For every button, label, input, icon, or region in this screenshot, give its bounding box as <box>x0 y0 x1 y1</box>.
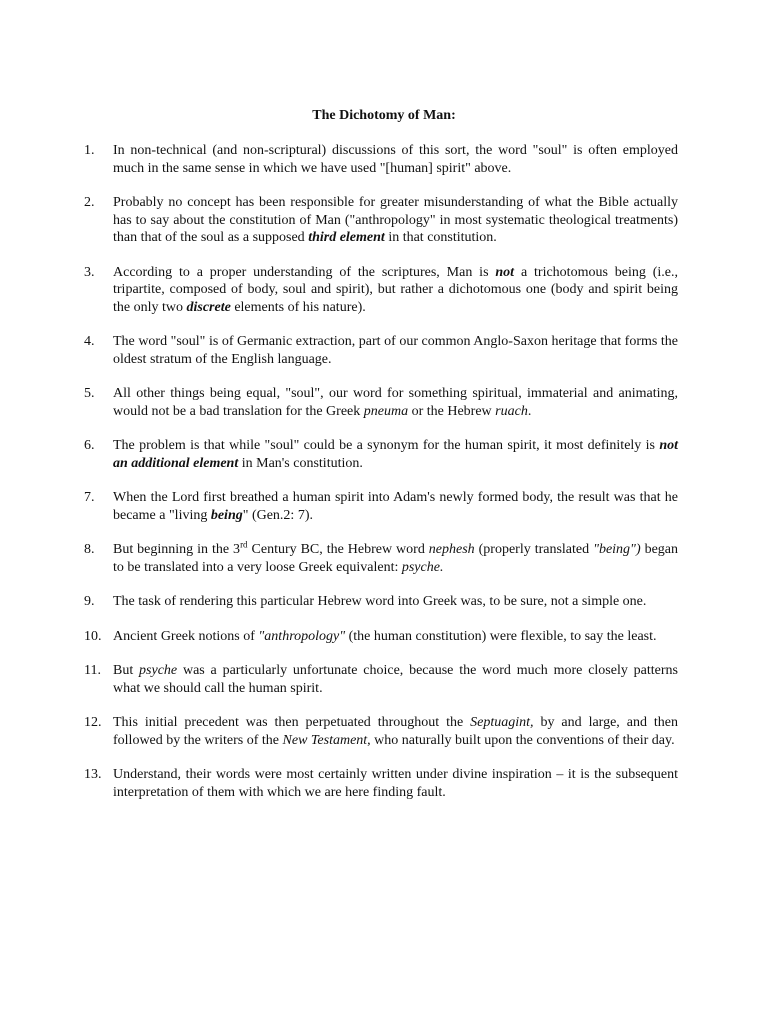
text-run: or the Hebrew <box>408 403 496 419</box>
text-run: This initial precedent was then perpetuated throughout the <box>113 715 471 730</box>
list-item <box>84 194 678 247</box>
emphasis-run: psyche. <box>401 559 444 575</box>
emphasis-run: pneuma <box>363 403 409 419</box>
list-item <box>84 385 678 420</box>
emphasis-run: not an additional element <box>113 438 678 471</box>
list-item-text <box>113 437 678 472</box>
list-item-number: 10. <box>84 628 102 644</box>
list-item-text <box>113 194 678 247</box>
list-item-text <box>113 541 678 576</box>
list-item-number: 12. <box>84 715 102 730</box>
list-item-text <box>113 714 678 749</box>
text-run: The task of rendering this particular Hebrew word into Greek was, to be sure, not a simple one. <box>113 594 647 609</box>
emphasis-run: being <box>210 507 243 523</box>
list-item-number: 8. <box>84 542 95 557</box>
text-run: But <box>113 663 140 678</box>
emphasis-run: Septuagint, <box>470 715 534 730</box>
emphasis-run: nephesh <box>428 542 475 557</box>
list-item-number: 7. <box>84 490 95 505</box>
list-item-number: 13. <box>84 767 102 782</box>
text-run: The problem is that while "soul" could be a synonym for the human spirit, it most definitely is <box>113 438 660 453</box>
numbered-list <box>84 142 678 818</box>
emphasis-run: psyche <box>139 663 178 678</box>
emphasis-run: third element <box>308 230 385 245</box>
text-run: When the Lord first breathed a human spirit into Adam's newly formed body, the result was that he became a "living <box>113 490 678 523</box>
list-item-text <box>113 662 678 697</box>
list-item <box>84 628 678 646</box>
text-run: a trichotomous being (i.e., tripartite, composed of body, soul and spirit), but rather a dichotomous one (body and spirit being the only two <box>113 264 678 315</box>
text-run: Probably no concept has been responsible for greater misunderstanding of what the Bible actually has to say about the constitution of Man ("anthropology" in most systematic theological treatments) than that of the soul as a supposed <box>113 195 678 245</box>
emphasis-run: "anthropology" <box>258 628 346 644</box>
list-item-number: 6. <box>84 438 95 453</box>
emphasis-run: discrete <box>186 299 231 315</box>
list-item-number: 2. <box>84 195 95 210</box>
list-item-text <box>113 142 678 177</box>
list-item <box>84 489 678 524</box>
text-run: (the human constitution) were flexible, to say the least. <box>345 628 657 644</box>
emphasis-run: "being") <box>593 542 641 557</box>
list-item-number: 11. <box>84 663 101 678</box>
text-run: According to a proper understanding of the scriptures, Man is <box>113 264 496 280</box>
list-item-number: 9. <box>84 594 95 609</box>
text-run: Understand, their words were most certainly written under divine inspiration – it is the subsequent interpretation of them with which we are here finding fault. <box>113 767 678 800</box>
emphasis-run: not <box>495 264 515 280</box>
text-run: , who naturally built upon the conventions of their day. <box>367 732 675 748</box>
list-item <box>84 593 678 611</box>
emphasis-run: ruach <box>495 403 528 419</box>
text-run: " (Gen.2: 7). <box>242 507 313 523</box>
list-item <box>84 142 678 177</box>
list-item-number: 3. <box>84 264 95 280</box>
text-run: elements of his nature). <box>230 299 366 315</box>
document-title: The Dichotomy of Man: <box>312 108 456 123</box>
list-item-text <box>113 628 678 646</box>
list-item <box>84 333 678 368</box>
list-item-text <box>113 333 678 368</box>
superscript-run: rd <box>240 539 248 550</box>
list-item-text <box>113 264 678 317</box>
text-run: . <box>527 403 532 419</box>
text-run: But beginning in the 3 <box>113 542 241 557</box>
text-run: in Man's constitution. <box>238 455 363 471</box>
list-item <box>84 264 678 317</box>
text-run: The word "soul" is of Germanic extraction, part of our common Anglo-Saxon heritage that forms the oldest stratum of the English language. <box>113 334 678 367</box>
list-item <box>84 662 678 697</box>
list-item-text <box>113 593 678 611</box>
text-run: (properly translated <box>474 542 594 557</box>
list-item <box>84 714 678 749</box>
emphasis-run: New Testament <box>282 732 368 748</box>
list-item-text <box>113 766 678 801</box>
list-item-number: 1. <box>84 143 95 158</box>
text-run: began to be translated into a very loose Greek equivalent: <box>113 542 678 575</box>
list-item-number: 5. <box>84 386 95 401</box>
list-item <box>84 437 678 472</box>
list-item-text <box>113 385 678 420</box>
text-run: Century BC, the Hebrew word <box>247 542 429 557</box>
list-item-text <box>113 489 678 524</box>
text-run: All other things being equal, "soul", our word for something spiritual, immaterial and animating, would not be a bad translation for the Greek <box>113 386 678 419</box>
list-item <box>84 541 678 576</box>
text-run: was a particularly unfortunate choice, because the word much more closely patterns what we should call the human spirit. <box>113 663 678 696</box>
text-run: Ancient Greek notions of <box>113 628 259 644</box>
text-run: In non-technical (and non-scriptural) discussions of this sort, the word "soul" is often employed much in the same sense in which we have used "[human] spirit" above. <box>113 143 678 176</box>
text-run: by and large, and then followed by the writers of the <box>113 715 678 748</box>
list-item-number: 4. <box>84 334 95 349</box>
text-run: in that constitution. <box>384 230 497 245</box>
list-item <box>84 766 678 801</box>
